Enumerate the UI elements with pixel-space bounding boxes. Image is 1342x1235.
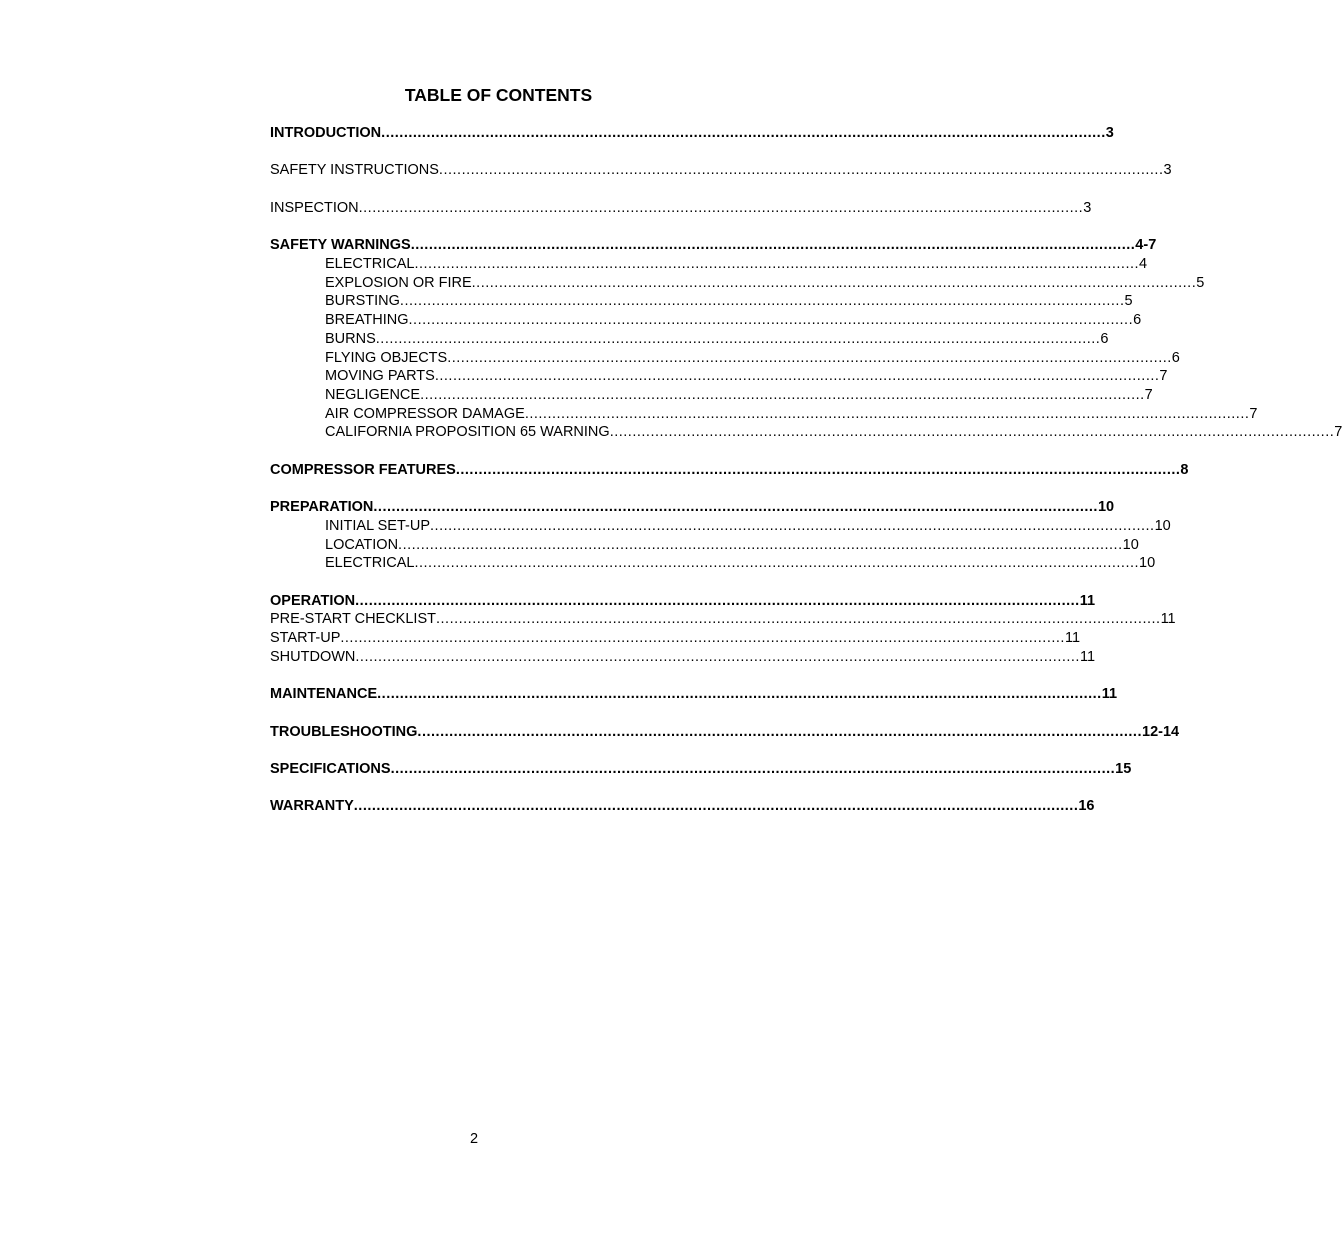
dot-leader: ................................................................................................................................................................ [355,649,1080,665]
toc-entry [325,330,1109,349]
dot-leader: ................................................................................................................................................................ [414,555,1140,571]
toc-entry [325,349,1180,368]
toc-entry-page: 11 [1079,593,1096,609]
toc-entry-label: MOVING PARTS [325,368,435,384]
toc-entry-label: PREPARATION [270,499,374,515]
toc-entry [270,161,1172,180]
toc-entry-label: BURNS [325,331,376,347]
toc-entry [270,610,1176,629]
toc-entry [325,311,1142,330]
toc-entry-page: 11 [1160,611,1176,627]
toc-entry-page: 10 [1122,537,1139,553]
dot-leader: ................................................................................................................................................................ [377,686,1102,702]
toc-entry-page: 11 [1101,686,1118,702]
toc-entry-page: 7 [1159,368,1168,384]
dot-leader: ................................................................................................................................................................ [399,293,1125,309]
toc-entry [325,405,1258,424]
toc-entry [270,760,1132,779]
toc-entry-label: TROUBLESHOOTING [270,724,418,740]
toc-entry [325,274,1205,293]
toc-entry [270,629,1081,648]
toc-entry [270,498,1115,517]
dot-leader: ................................................................................................................................................................ [435,611,1161,627]
toc-entry-label: SHUTDOWN [270,649,356,665]
toc-entry-label: AIR COMPRESSOR DAMAGE [325,406,525,422]
dot-leader: ................................................................................................................................................................ [471,275,1197,291]
toc-entry-label: NEGLIGENCE [325,387,421,403]
dot-leader: ................................................................................................................................................................ [524,406,1250,422]
toc-entry [325,536,1139,555]
toc-entry-page: 4-7 [1135,237,1157,253]
toc-entry-label: INITIAL SET-UP [325,518,431,534]
toc-entry [270,461,1189,480]
dot-leader: ................................................................................................................................................................ [430,518,1155,534]
toc-entry-label: ELECTRICAL [325,256,415,272]
toc-entry [270,685,1118,704]
dot-leader: ................................................................................................................................................................ [375,331,1101,347]
toc-entry-label: COMPRESSOR FEATURES [270,462,456,478]
toc-entry-page: 8 [1180,462,1189,478]
dot-leader: ................................................................................................................................................................ [420,387,1145,403]
toc-entry-page: 10 [1139,555,1156,571]
dot-leader: ................................................................................................................................................................ [434,368,1160,384]
toc-entry-label: MAINTENANCE [270,686,378,702]
dot-leader: ................................................................................................................................................................ [438,162,1164,178]
toc-entry-page: 7 [1249,406,1258,422]
dot-leader: ................................................................................................................................................................ [398,537,1123,553]
toc-entry [325,554,1156,573]
toc-entry-page: 6 [1100,331,1109,347]
toc-entry-label: PRE-START CHECKLIST [270,611,436,627]
dot-leader: ................................................................................................................................................................ [340,630,1065,646]
toc-entry-page: 12-14 [1142,724,1180,740]
toc-entry [270,797,1095,816]
toc-entry-label: SPECIFICATIONS [270,761,391,777]
toc-entry-label: OPERATION [270,593,356,609]
toc-entry [325,367,1168,386]
toc-entry-page: 4 [1139,256,1148,272]
toc-entry-page: 6 [1171,350,1180,366]
toc-entry [270,648,1096,667]
toc-entry-label: INTRODUCTION [270,125,382,141]
toc-entry-label: FLYING OBJECTS [325,350,448,366]
toc-entry-label: CALIFORNIA PROPOSITION 65 WARNING [325,424,610,440]
toc-entry-label: SAFETY INSTRUCTIONS [270,162,439,178]
dot-leader: ................................................................................................................................................................ [355,593,1080,609]
toc-entry-label: WARRANTY [270,798,354,814]
dot-leader: ................................................................................................................................................................ [358,200,1084,216]
toc-entry [325,517,1171,536]
dot-leader: ................................................................................................................................................................ [417,724,1142,740]
toc-entry-label: EXPLOSION OR FIRE [325,275,472,291]
toc-entry-page: 7 [1334,424,1342,440]
dot-leader: ................................................................................................................................................................ [414,256,1140,272]
toc-entry [270,592,1096,611]
page-title: TABLE OF CONTENTS [404,85,593,105]
toc-entry-label: BURSTING [325,293,400,309]
toc-entry-label: SAFETY WARNINGS [270,237,411,253]
dot-leader: ................................................................................................................................................................ [410,237,1136,253]
toc-entry-page: 5 [1196,275,1205,291]
dot-leader: ................................................................................................................................................................ [390,761,1116,777]
dot-leader: ................................................................................................................................................................ [609,424,1335,440]
toc-entry-page: 11 [1064,630,1081,646]
toc-entry-page: 6 [1133,312,1142,328]
dot-leader: ................................................................................................................................................................ [447,350,1172,366]
dot-leader: ................................................................................................................................................................ [408,312,1134,328]
toc-entry-label: BREATHING [325,312,409,328]
toc-entry [325,423,1342,442]
toc-entry-page: 7 [1144,387,1153,403]
toc-entry [270,124,1114,143]
toc-entry-label: INSPECTION [270,200,359,216]
toc-entry [325,386,1153,405]
toc-entry [325,292,1133,311]
toc-entry-label: LOCATION [325,537,399,553]
page-number: 2 [469,1131,479,1147]
toc-entry [325,255,1148,274]
toc-entry-label: START-UP [270,630,341,646]
toc-entry-page: 3 [1163,162,1172,178]
dot-leader: ................................................................................................................................................................ [381,125,1106,141]
toc-entry-page: 3 [1083,200,1092,216]
toc-entry [270,236,1157,255]
dot-leader: ................................................................................................................................................................ [353,798,1079,814]
toc-entry-page: 5 [1124,293,1133,309]
toc-entry [270,723,1180,742]
toc-entry-page: 15 [1115,761,1132,777]
toc-entry-page: 10 [1154,518,1171,534]
toc-entry-label: ELECTRICAL [325,555,415,571]
toc-entry-page: 16 [1078,798,1095,814]
dot-leader: ................................................................................................................................................................ [455,462,1181,478]
toc-entry [270,199,1092,218]
toc-entry-page: 10 [1097,499,1115,515]
toc-entry-page: 3 [1105,125,1114,141]
dot-leader: ................................................................................................................................................................ [373,499,1098,515]
toc-entry-page: 11 [1079,649,1096,665]
